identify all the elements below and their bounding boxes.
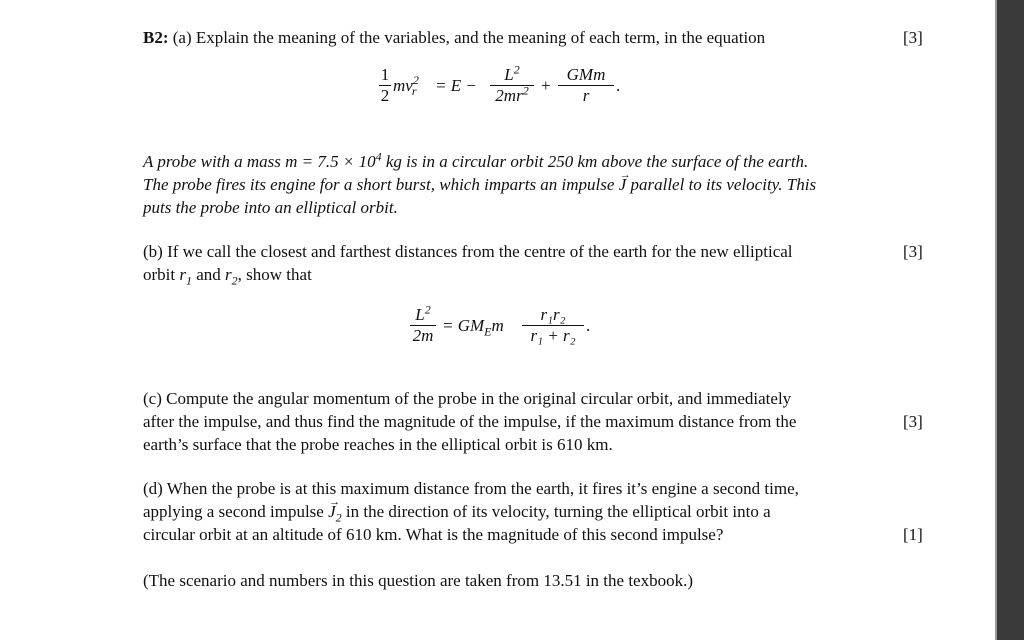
part-a-text: [143, 26, 888, 49]
part-a-prompt: (a) Explain the meaning of the variables, and the meaning of each term, in the equation: [172, 28, 766, 47]
eq2-lhs-frac: $L^2$ 2m: [410, 305, 436, 346]
eq1-frac-L: $L^2$ $2mr^2$: [490, 65, 534, 106]
part-c-line-1: (c) Compute the angular momentum of the probe in the original circular orbit, and immediately: [143, 389, 792, 408]
eq2-equals-GME: = $GM_Em$: [442, 316, 504, 339]
eq2-frac-r: r₁r₂ r₁ + r₂: [522, 305, 584, 346]
equation-angular-momentum: [410, 302, 610, 355]
intro-line-3: puts the probe into an elliptical orbit.: [143, 198, 398, 217]
intro-paragraph: [143, 150, 888, 219]
intro-line-2: The probe fires its engine for a short burst, which imparts an impulse → J parallel to its velocity. This: [143, 173, 888, 196]
part-d-line-3: circular orbit at an altitude of 610 km. What is the magnitude of this second impulse?: [143, 525, 724, 544]
part-c-line-3: earth’s surface that the probe reaches in the elliptical orbit is 610 km.: [143, 435, 613, 454]
part-c-marks: [3]: [903, 412, 923, 431]
part-b-line-1: (b) If we call the closest and farthest distances from the centre of the earth for the new elliptical: [143, 242, 793, 261]
part-c-line-2: after the impulse, and thus find the magnitude of the impulse, if the maximum distance from the: [143, 412, 797, 431]
eq1-period: .: [616, 76, 621, 95]
footnote: (The scenario and numbers in this question are taken from 13.51 in the texbook.): [143, 571, 693, 590]
part-d-line-1: (d) When the probe is at this maximum distance from the earth, it fires it’s engine a second time,: [143, 479, 799, 498]
eq1-plus: +: [541, 76, 551, 95]
part-a-marks: [3]: [903, 28, 923, 47]
eq1-frac-GMm: GMm r: [558, 65, 614, 106]
eq1-equals-E: = E −: [435, 76, 477, 95]
question-number: B2:: [143, 28, 169, 47]
part-d-text: [143, 477, 888, 546]
intro-line-1: A probe with a mass $m = 7.5 \times 10^4$ kg is in a circular orbit 250 km above the surface of the earth.: [143, 149, 809, 171]
eq1-half: 1 2: [380, 65, 390, 105]
part-d-marks: [1]: [903, 525, 923, 544]
equation-energy: [375, 62, 635, 120]
part-c-text: [143, 387, 888, 456]
part-b-text: [143, 240, 893, 286]
vertical-scrollbar[interactable]: [997, 0, 1024, 640]
part-b-marks: [3]: [903, 242, 923, 261]
part-b-line-2: orbit $r_1$ and $r_2$, show that: [143, 265, 312, 288]
eq2-period: .: [586, 316, 591, 335]
eq1-kinetic: $mv^2_r$: [393, 73, 419, 99]
part-d-line-2: applying a second impulse → $J_2$ in the direction of its velocity, turning the elliptical orbit into a: [143, 500, 888, 523]
